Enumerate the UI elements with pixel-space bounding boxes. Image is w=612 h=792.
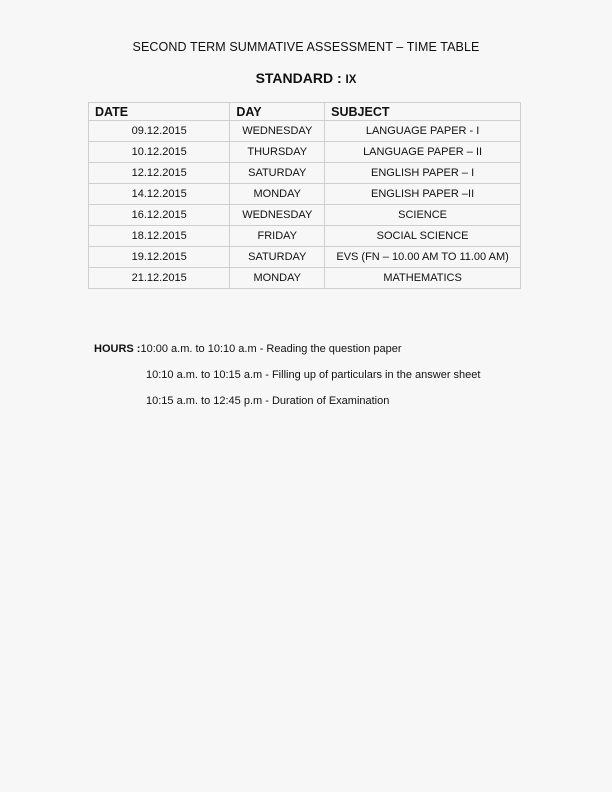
hours-line-1 bbox=[94, 343, 402, 356]
hours-line-2: 10:10 a.m. to 10:15 a.m - Filling up of particulars in the answer sheet bbox=[146, 369, 481, 381]
standard-value: IX bbox=[345, 74, 357, 86]
table-row bbox=[89, 205, 521, 226]
cell-date: 18.12.2015 bbox=[89, 226, 230, 247]
column-header-date: DATE bbox=[89, 103, 230, 121]
table-row bbox=[89, 163, 521, 184]
cell-date: 19.12.2015 bbox=[89, 247, 230, 268]
standard-label: STANDARD : bbox=[255, 70, 346, 86]
table-row bbox=[89, 184, 521, 205]
timetable bbox=[88, 102, 521, 289]
cell-subject: ENGLISH PAPER –II bbox=[325, 184, 521, 205]
table-row bbox=[89, 142, 521, 163]
cell-day: WEDNESDAY bbox=[230, 121, 325, 142]
cell-date: 12.12.2015 bbox=[89, 163, 230, 184]
cell-day: SATURDAY bbox=[230, 247, 325, 268]
cell-day: SATURDAY bbox=[230, 163, 325, 184]
cell-day: MONDAY bbox=[230, 268, 325, 289]
table-row bbox=[89, 268, 521, 289]
column-header-subject: SUBJECT bbox=[325, 103, 521, 121]
hours-text: 10:00 a.m. to 10:10 a.m - Reading the question paper bbox=[140, 343, 402, 355]
cell-subject: SOCIAL SCIENCE bbox=[325, 226, 521, 247]
cell-day: THURSDAY bbox=[230, 142, 325, 163]
table-row bbox=[89, 121, 521, 142]
cell-day: FRIDAY bbox=[230, 226, 325, 247]
cell-subject: MATHEMATICS bbox=[325, 268, 521, 289]
hours-line-3: 10:15 a.m. to 12:45 p.m - Duration of Examination bbox=[146, 395, 390, 407]
cell-subject: EVS (FN – 10.00 AM TO 11.00 AM) bbox=[325, 247, 521, 268]
cell-subject: ENGLISH PAPER – I bbox=[325, 163, 521, 184]
table-header-row bbox=[89, 103, 521, 121]
page-title: SECOND TERM SUMMATIVE ASSESSMENT – TIME TABLE bbox=[132, 40, 480, 54]
cell-subject: LANGUAGE PAPER – II bbox=[325, 142, 521, 163]
cell-date: 10.12.2015 bbox=[89, 142, 230, 163]
cell-date: 16.12.2015 bbox=[89, 205, 230, 226]
hours-label: HOURS : bbox=[94, 343, 141, 355]
cell-day: MONDAY bbox=[230, 184, 325, 205]
cell-subject: LANGUAGE PAPER - I bbox=[325, 121, 521, 142]
table-row bbox=[89, 226, 521, 247]
column-header-day: DAY bbox=[230, 103, 325, 121]
cell-date: 09.12.2015 bbox=[89, 121, 230, 142]
cell-date: 14.12.2015 bbox=[89, 184, 230, 205]
cell-subject: SCIENCE bbox=[325, 205, 521, 226]
table-row bbox=[89, 247, 521, 268]
cell-day: WEDNESDAY bbox=[230, 205, 325, 226]
cell-date: 21.12.2015 bbox=[89, 268, 230, 289]
standard-heading bbox=[0, 70, 612, 86]
